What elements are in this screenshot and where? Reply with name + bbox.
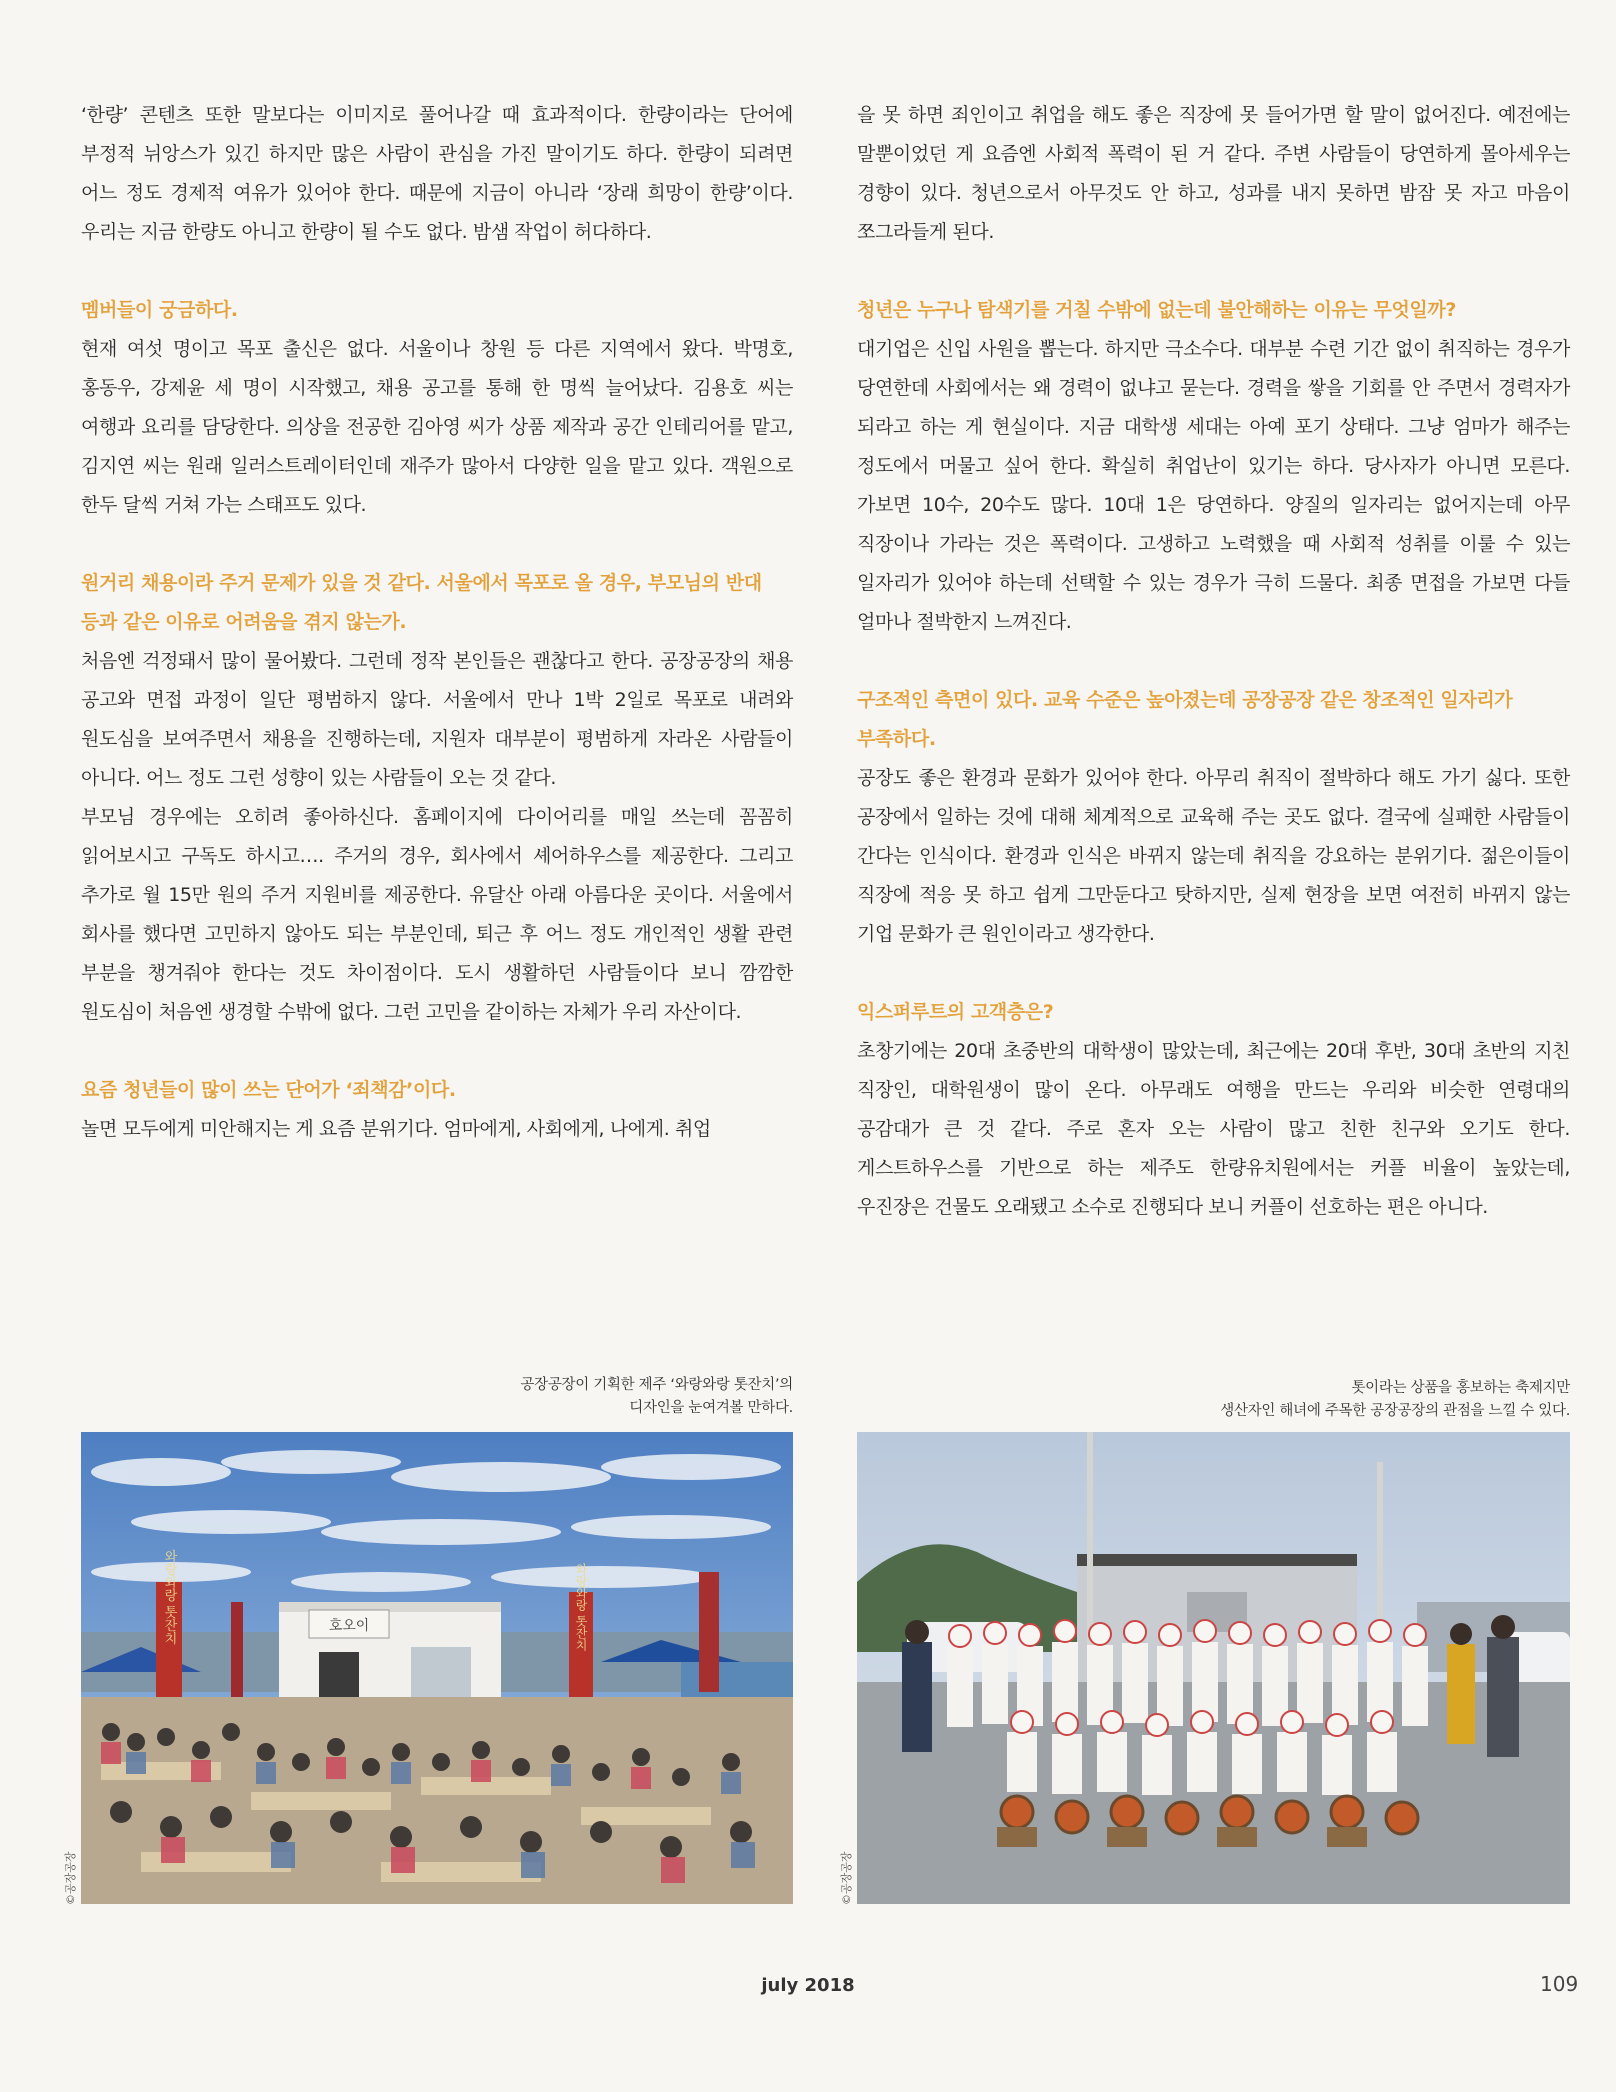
interview-answer: 초창기에는 20대 초중반의 대학생이 많았는데, 최근에는 20대 후반, 30대 초반의 지친 직장인, 대학원생이 많이 온다. 아무래도 여행을 만드는 우리와 비슷한 연령대의 공감대가 큰 것 같다. 주로 혼자 오는 사람이 많고 친한 친구와 오기도 한다. 게스트하우스를 기반으로 하는 제주도 한량유치원에서는 커플 비율이 높았는데, 우진장은 건물도 오래됐고 소수로 진행되다 보니 커플이 선호하는 편은 아니다. xyxy=(857,1040,1570,1218)
interview-answer: 처음엔 걱정돼서 많이 물어봤다. 그런데 정작 본인들은 괜찮다고 한다. 공장공장의 채용 공고와 면접 과정이 일단 평범하지 않다. 서울에서 만나 1박 2일로 목포로 내려와 원도심을 보여주면서 채용을 진행하는데, 지원자 대부분이 평범하게 자라온 사람들이 아니다. 어느 정도 그런 성향이 있는 사람들이 오는 것 같다. xyxy=(81,650,793,789)
body-paragraph: 을 못 하면 죄인이고 취업을 해도 좋은 직장에 못 들어가면 할 말이 없어진다. 예전에는 말뿐이었던 게 요즘엔 사회적 폭력이 된 거 같다. 주변 사람들이 당연하게 몰아세우는 경향이 있다. 청년으로서 아무것도 안 하고, 성과를 내지 못하면 밤잠 못 자고 마음이 쪼그라들게 된다. xyxy=(857,104,1570,243)
article-column-right xyxy=(857,96,1570,1227)
venue-sign: 호오이 xyxy=(328,1618,370,1634)
svg-text:와랑와랑 톳잔치: 와랑와랑 톳잔치 xyxy=(161,1549,177,1645)
interview-answer: 현재 여섯 명이고 목포 출신은 없다. 서울이나 창원 등 다른 지역에서 왔다. 박명호, 홍동우, 강제윤 세 명이 시작했고, 채용 공고를 통해 한 명씩 늘어났다. 김용호 씨는 여행과 요리를 담당한다. 의상을 전공한 김아영 씨가 상품 제작과 공간 인테리어를 맡고, 김지연 씨는 원래 일러스트레이터인데 재주가 많아서 다양한 일을 맡고 있다. 객원으로 한두 달씩 거쳐 가는 스태프도 있다. xyxy=(81,338,793,516)
photo-credit: ©공장공장 xyxy=(64,1851,77,1905)
interview-question: 구조적인 측면이 있다. 교육 수준은 높아졌는데 공장공장 같은 창조적인 일자리가 부족하다. xyxy=(857,689,1513,750)
interview-question: 원거리 채용이라 주거 문제가 있을 것 같다. 서울에서 목포로 올 경우, 부모님의 반대 등과 같은 이유로 어려움을 겪지 않는가. xyxy=(81,572,762,633)
caption-line: 생산자인 해녀에 주목한 공장공장의 관점을 느낄 수 있다. xyxy=(1220,1403,1570,1419)
body-paragraph: ‘한량’ 콘텐츠 또한 말보다는 이미지로 풀어나갈 때 효과적이다. 한량이라는 단어에 부정적 뉘앙스가 있긴 하지만 많은 사람이 관심을 가진 말이기도 하다. 한량이 되려면 어느 정도 경제적 여유가 있어야 한다. 때문에 지금이 아니라 ‘장래 희망이 한량’이다. 우리는 지금 한량도 아니고 한량이 될 수도 없다. 밤샘 작업이 허다하다. xyxy=(81,104,793,243)
caption-line: 디자인을 눈여겨볼 만하다. xyxy=(629,1400,793,1416)
page-number: 109 xyxy=(1540,1972,1579,1996)
issue-date: july 2018 xyxy=(761,1975,855,1996)
festival-stage-photo xyxy=(81,1432,793,1904)
interview-question: 청년은 누구나 탐색기를 거칠 수밖에 없는데 불안해하는 이유는 무엇일까? xyxy=(857,299,1456,321)
photo-caption-left xyxy=(81,1374,793,1420)
interview-answer: 놀면 모두에게 미안해지는 게 요즘 분위기다. 엄마에게, 사회에게, 나에게. 취업 xyxy=(81,1118,711,1140)
interview-question: 요즘 청년들이 많이 쓰는 단어가 ‘죄책감’이다. xyxy=(81,1079,456,1101)
haenyeo-group-photo xyxy=(857,1432,1570,1904)
article-column-left xyxy=(81,96,793,1149)
interview-answer: 대기업은 신입 사원을 뽑는다. 하지만 극소수다. 대부분 수련 기간 없이 취직하는 경우가 당연한데 사회에서는 왜 경력이 없냐고 묻는다. 경력을 쌓을 기회를 안 주면서 경력자가 되라고 하는 게 현실이다. 지금 대학생 세대는 아예 포기 상태다. 그냥 엄마가 해주는 정도에서 머물고 싶어 한다. 확실히 취업난이 있기는 하다. 당사자가 아니면 모른다. 가보면 10수, 20수도 많다. 10대 1은 당연하다. 양질의 일자리는 없어지는데 아무 직장이나 가라는 것은 폭력이다. 고생하고 노력했을 때 사회적 성취를 이룰 수 있는 일자리가 있어야 하는데 선택할 수 있는 경우가 극히 드물다. 최종 면접을 가보면 다들 얼마나 절박한지 느껴진다. xyxy=(857,338,1570,633)
interview-answer: 공장도 좋은 환경과 문화가 있어야 한다. 아무리 취직이 절박하다 해도 가기 싫다. 또한 공장에서 일하는 것에 대해 체계적으로 교육해 주는 곳도 없다. 결국에 실패한 사람들이 간다는 인식이다. 환경과 인식은 바뀌지 않는데 취직을 강요하는 분위기다. 젊은이들이 직장에 적응 못 하고 쉽게 그만둔다고 탓하지만, 실제 현장을 보면 여전히 바뀌지 않는 기업 문화가 큰 원인이라고 생각한다. xyxy=(857,767,1570,945)
svg-text:와랑와랑 톳잔치: 와랑와랑 톳잔치 xyxy=(574,1563,588,1651)
interview-answer: 부모님 경우에는 오히려 좋아하신다. 홈페이지에 다이어리를 매일 쓰는데 꼼꼼히 읽어보시고 구독도 하시고…. 주거의 경우, 회사에서 셰어하우스를 제공한다. 그리고 추가로 월 15만 원의 주거 지원비를 제공한다. 유달산 아래 아름다운 곳이다. 서울에서 회사를 했다면 고민하지 않아도 되는 부분인데, 퇴근 후 어느 정도 개인적인 생활 관련 부분을 챙겨줘야 한다는 것도 차이점이다. 도시 생활하던 사람들이다 보니 깜깜한 원도심이 처음엔 생경할 수밖에 없다. 그런 고민을 같이하는 자체가 우리 자산이다. xyxy=(81,806,793,1023)
caption-line: 공장공장이 기획한 제주 ‘와랑와랑 톳잔치’의 xyxy=(520,1377,793,1393)
interview-question: 멤버들이 궁금하다. xyxy=(81,299,238,321)
caption-line: 톳이라는 상품을 홍보하는 축제지만 xyxy=(1351,1380,1570,1396)
photo-caption-right xyxy=(857,1377,1570,1423)
photo-credit: ©공장공장 xyxy=(840,1851,853,1905)
interview-question: 익스퍼루트의 고객층은? xyxy=(857,1001,1054,1023)
